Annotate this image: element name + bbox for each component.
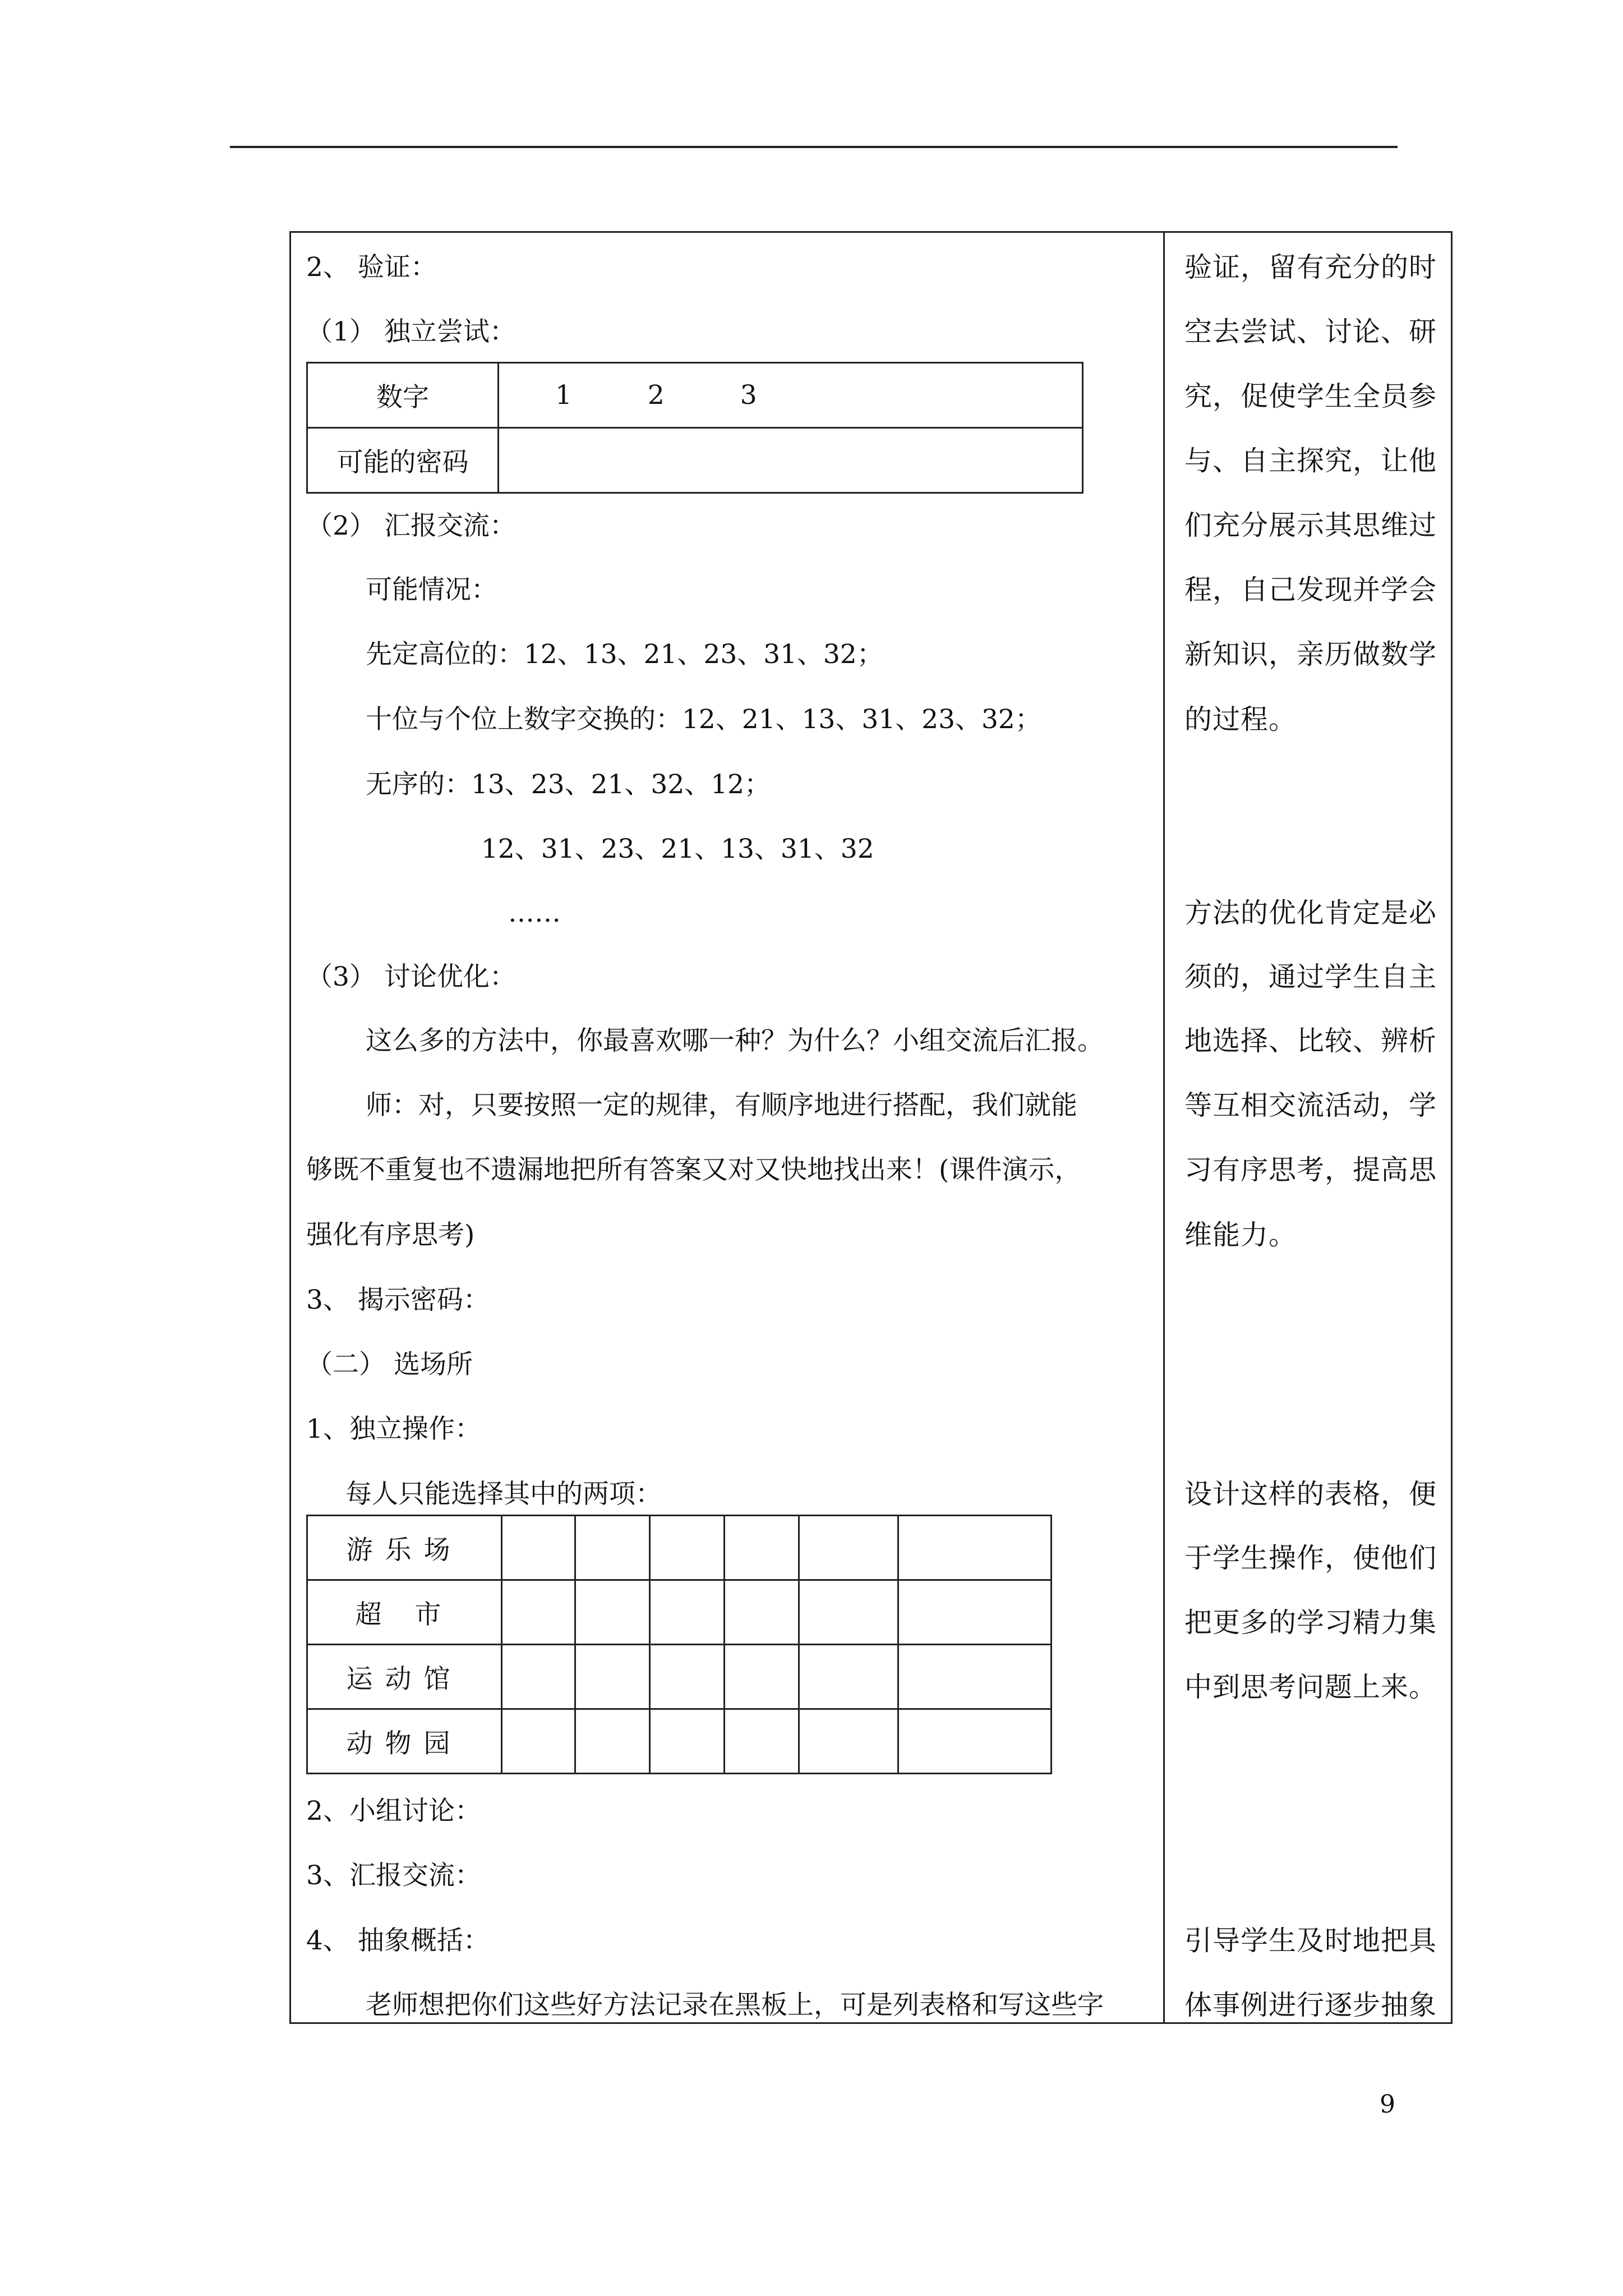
possible-cases: 可能情况： [366,574,497,605]
table-row [307,1516,1052,1580]
venue-label: 动物园 [307,1709,502,1774]
para-teacher-2: 够既不重复也不遗漏地把所有答案又对又快地找出来！(课件演示， [306,1154,1081,1185]
table-row [307,1580,1052,1645]
note-line: 等互相交流活动，学 [1184,1089,1437,1121]
cell-possible-password [499,428,1083,493]
note-line: 于学生操作，使他们 [1184,1542,1437,1574]
heading-verify: 2、 验证： [306,252,437,283]
para-teacher-record: 老师想把你们这些好方法记录在黑板上，可是列表格和写这些字 [366,1990,1104,2021]
note-line: 体事例进行逐步抽象 [1184,1989,1437,2021]
note-line: 新知识，亲历做数学 [1184,638,1437,670]
cell-digits [499,363,1083,428]
note-line: 们充分展示其思维过 [1184,509,1437,541]
note-line: 习有序思考，提高思 [1184,1154,1437,1186]
note-line: 的过程。 [1184,703,1297,735]
note-line: 验证，留有充分的时 [1184,251,1437,283]
note-line: 地选择、比较、辨析 [1184,1025,1437,1057]
password-table [306,362,1083,494]
venue-label: 超 市 [307,1580,502,1645]
digit-1: 1 [555,380,572,411]
digit-3: 3 [740,380,757,411]
column-divider [1163,231,1165,2024]
note-line: 把更多的学习精力集 [1184,1607,1437,1639]
instruction: 每人只能选择其中的两项： [345,1479,662,1510]
page-number: 9 [1380,2090,1395,2119]
step-abstract: 4、 抽象概括： [306,1925,490,1956]
case-swap: 十位与个位上数字交换的：12、21、13、31、23、32； [366,704,1041,735]
header-rule [230,146,1398,148]
step-operate: 1、独立操作： [306,1414,481,1444]
case-unordered-cont: 12、31、23、21、13、31、32 [481,834,874,864]
table-row [307,1709,1052,1774]
note-line: 引导学生及时地把具 [1184,1925,1437,1957]
note-line: 与、自主探究，让他 [1184,445,1437,477]
cell-digits-label: 数字 [307,363,499,428]
step-discuss: （3） 讨论优化： [306,961,516,992]
venue-label: 游乐场 [307,1516,502,1580]
case-unordered: 无序的：13、23、21、32、12； [366,769,771,800]
note-line: 须的，通过学生自主 [1184,961,1437,993]
note-line: 程，自己发现并学会 [1184,574,1437,606]
step-group-discuss: 2、小组讨论： [306,1796,481,1826]
ellipsis: …… [508,898,561,928]
para-teacher-1: 师：对，只要按照一定的规律，有顺序地进行搭配，我们就能 [366,1090,1077,1121]
note-line: 方法的优化肯定是必 [1184,897,1437,929]
step-independent-try: （1） 独立尝试： [306,316,516,347]
note-line: 空去尝试、讨论、研 [1184,316,1437,348]
para-question: 这么多的方法中，你最喜欢哪一种？为什么？小组交流后汇报。 [366,1025,1104,1056]
note-line: 设计这样的表格，便 [1184,1478,1437,1510]
note-line: 维能力。 [1184,1219,1297,1251]
heading-choose-place: （二） 选场所 [306,1349,473,1380]
venue-label: 运动馆 [307,1645,502,1709]
table-row [307,1645,1052,1709]
venue-table [306,1515,1052,1774]
cell-possible-password-label: 可能的密码 [307,428,499,493]
heading-reveal: 3、 揭示密码： [306,1285,490,1315]
step-report-2: 3、汇报交流： [306,1860,481,1891]
digit-2: 2 [647,380,665,411]
note-line: 究，促使学生全员参 [1184,380,1437,412]
para-teacher-3: 强化有序思考) [306,1220,475,1250]
step-report: （2） 汇报交流： [306,510,516,541]
case-high-first: 先定高位的：12、13、21、23、31、32； [366,639,883,670]
note-line: 中到思考问题上来。 [1184,1671,1437,1703]
